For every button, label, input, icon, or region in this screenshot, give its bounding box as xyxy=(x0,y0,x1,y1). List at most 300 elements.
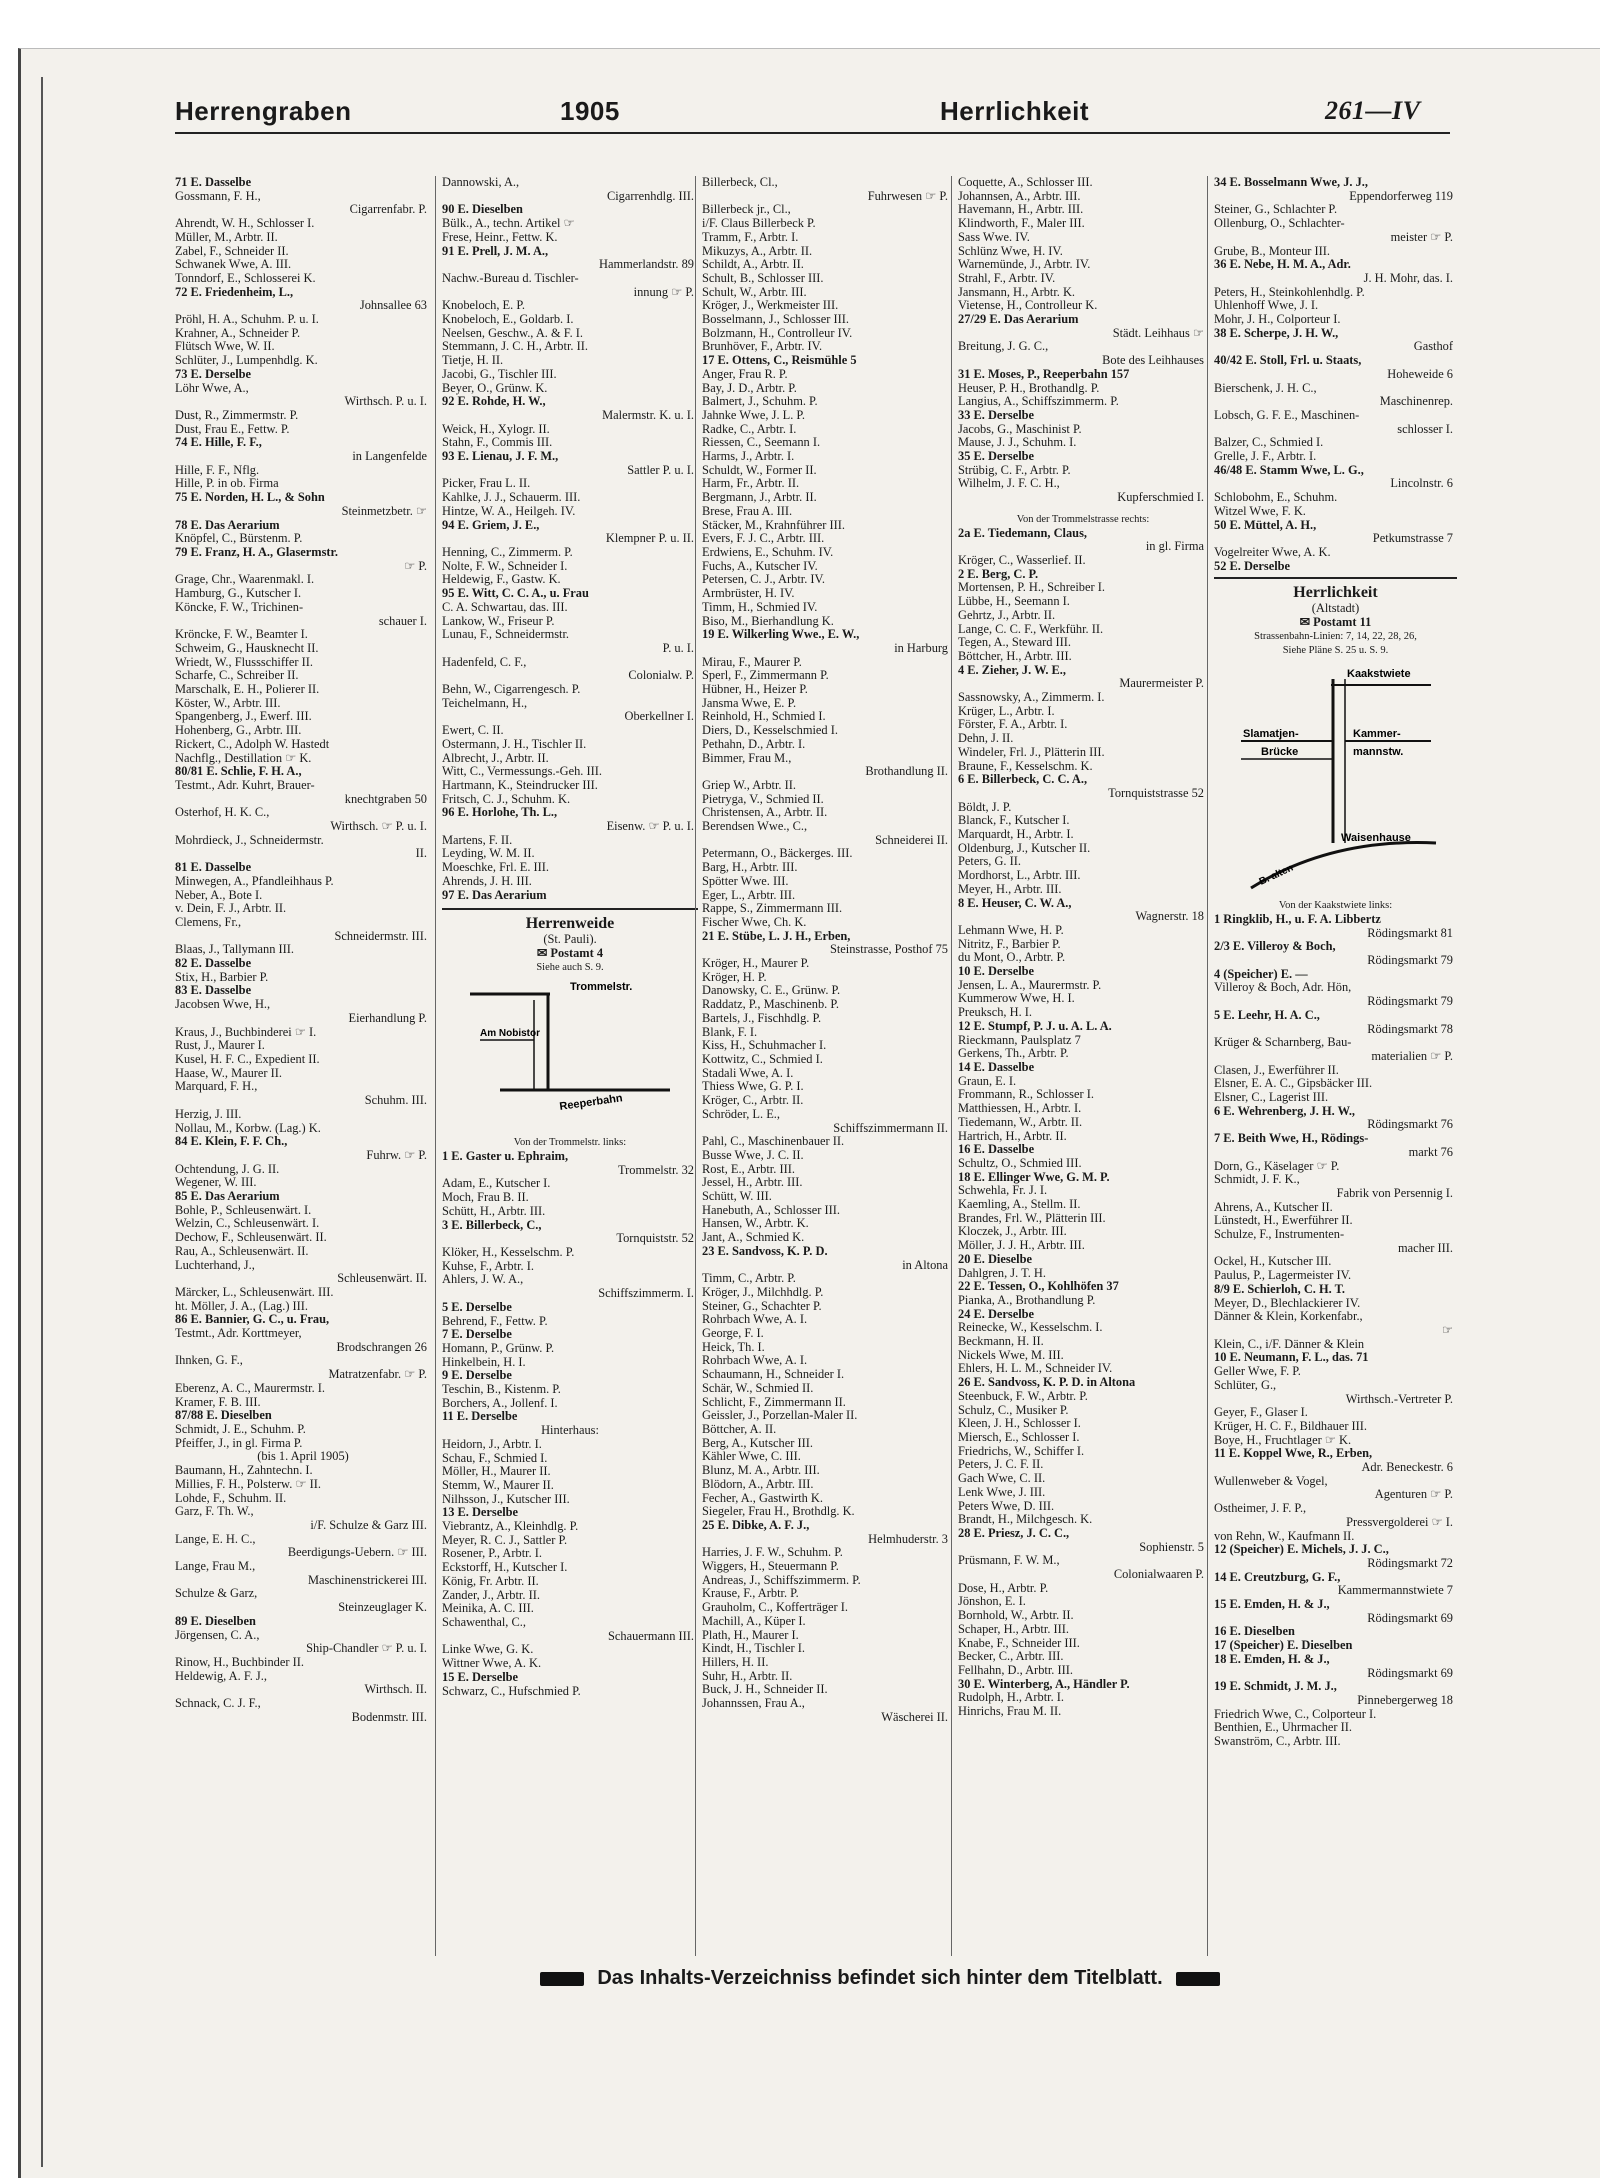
directory-entry: Dänner & Klein, Korkenfabr., xyxy=(1214,1310,1363,1324)
directory-entry: 83 E. Dasselbe xyxy=(175,984,252,998)
directory-entry: Vietense, H., Controlleur K. xyxy=(958,299,1098,313)
directory-entry: Geissler, J., Porzellan-Maler II. xyxy=(702,1409,858,1423)
directory-entry: Stäcker, M., Krahnführer III. xyxy=(702,518,845,532)
directory-entry: Welzin, C., Schleusenwärt. I. xyxy=(175,1217,320,1231)
directory-entry: Wegener, W. III. xyxy=(175,1176,257,1190)
directory-entry: Kröger, C., Arbtr. II. xyxy=(702,1094,804,1108)
directory-entry: Scharfe, C., Schreiber II. xyxy=(175,669,299,683)
herrlichkeit-subtitle: (Altstadt) xyxy=(1311,602,1360,616)
directory-entry: Siegeler, Frau H., Brothdlg. K. xyxy=(702,1505,855,1519)
directory-entry: Mohrdieck, J., Schneidermstr. xyxy=(175,833,324,847)
directory-entry: 22 E. Tessen, O., Kohlhöfen 37 xyxy=(958,1280,1119,1294)
directory-entry: Witzel Wwe, F. K. xyxy=(1214,504,1306,518)
directory-entry: Steenbuck, F. W., Arbtr. P. xyxy=(958,1389,1088,1403)
directory-entry: Fuhrw. ☞ P. xyxy=(366,1148,427,1162)
directory-entry: Tietje, H. II. xyxy=(442,354,504,368)
map-label-mid: Am Nobistor xyxy=(480,1028,540,1040)
directory-entry: Meyer, R. C. J., Sattler P. xyxy=(442,1533,568,1547)
directory-entry: Schildt, A., Arbtr. II. xyxy=(702,258,804,272)
directory-entry: 15 E. Emden, H. & J., xyxy=(1214,1598,1330,1612)
column-5 xyxy=(1207,176,1457,1956)
directory-entry: 19 E. Wilkerling Wwe., E. W., xyxy=(702,628,860,642)
directory-entry: Agenturen ☞ P. xyxy=(1374,1488,1453,1502)
footer-notice xyxy=(430,1967,1330,1995)
directory-entry: Witt, C., Vermessungs.-Geh. III. xyxy=(442,765,602,779)
directory-entry: Bülk., A., techn. Artikel ☞ xyxy=(442,217,575,231)
directory-entry: Garz, F. Th. W., xyxy=(175,1505,254,1519)
directory-entry: Schultz, O., Schmied III. xyxy=(958,1156,1082,1170)
directory-entry: 97 E. Das Aerarium xyxy=(442,888,547,902)
pointing-hand-right-icon xyxy=(1176,1972,1220,1986)
directory-entry: Lincolnstr. 6 xyxy=(1390,477,1453,491)
directory-entry: Ewert, C. II. xyxy=(442,724,504,738)
directory-entry: 10 E. Neumann, F. L., das. 71 xyxy=(1214,1351,1369,1365)
directory-entry: ☞ xyxy=(1441,1324,1453,1337)
directory-entry: Christensen, A., Arbtr. II. xyxy=(702,806,828,820)
directory-entry: Machill, A., Küper I. xyxy=(702,1614,806,1628)
directory-entry: Gasthof xyxy=(1413,340,1453,354)
directory-entry: Billerbeck, Cl., xyxy=(702,176,778,189)
directory-entry: Rödingsmarkt 79 xyxy=(1367,995,1453,1009)
directory-entry: Sperl, F., Zimmermann P. xyxy=(702,669,829,683)
directory-entry: Lünstedt, H., Ewerführer II. xyxy=(1214,1214,1353,1228)
directory-entry: Herzig, J. III. xyxy=(175,1107,242,1121)
directory-entry: 75 E. Norden, H. L., & Sohn xyxy=(175,491,325,505)
directory-entry: Peters, G. II. xyxy=(958,855,1021,869)
directory-entry: Frommann, R., Schlosser I. xyxy=(958,1088,1094,1102)
directory-entry: Mortensen, P. H., Schreiber I. xyxy=(958,581,1105,595)
directory-entry: Wirthsch. P. u. I. xyxy=(344,395,427,409)
directory-entry: Hinterhaus: xyxy=(541,1424,599,1438)
directory-entry: Städt. Leihhaus ☞ xyxy=(1112,326,1204,340)
directory-entry: Cigarrenhdlg. III. xyxy=(606,189,694,203)
directory-entry: Pressvergolderei ☞ I. xyxy=(1346,1515,1453,1529)
directory-entry: Hinrichs, Frau M. II. xyxy=(958,1705,1062,1719)
map-label-alten: B. alten xyxy=(1257,862,1295,888)
map-label-kammer: Kammer- xyxy=(1352,728,1401,741)
directory-entry: Hanebuth, A., Schlosser III. xyxy=(702,1203,840,1217)
directory-entry: Rödingsmarkt 79 xyxy=(1367,954,1453,968)
directory-entry: Trommelstr. 32 xyxy=(618,1163,694,1177)
directory-entry: Stemm, W., Maurer II. xyxy=(442,1478,554,1492)
directory-entry: Baumann, H., Zahntechn. I. xyxy=(175,1464,313,1478)
directory-entry: Hille, P. in ob. Firma xyxy=(175,477,279,491)
directory-entry: Märcker, L., Schleusenwärt. III. xyxy=(175,1285,334,1299)
directory-entry: Matthiessen, H., Arbtr. I. xyxy=(958,1102,1082,1116)
directory-entry: Barg, H., Arbtr. III. xyxy=(702,861,798,875)
directory-entry: Dust, Frau E., Fettw. P. xyxy=(175,422,290,436)
directory-entry: Beyer, O., Grünw. K. xyxy=(442,381,548,395)
directory-entry: 25 E. Dibke, A. F. J., xyxy=(702,1518,810,1532)
directory-entry: Schau, F., Schmied I. xyxy=(442,1451,548,1465)
directory-entry: Mikuzys, A., Arbtr. II. xyxy=(702,244,813,258)
directory-entry: Adr. Beneckestr. 6 xyxy=(1361,1461,1453,1475)
directory-entry: Blödorn, A., Arbtr. III. xyxy=(702,1477,814,1491)
directory-entry: Lübbe, H., Seemann I. xyxy=(958,595,1070,609)
directory-entry: Gossmann, F. H., xyxy=(175,189,261,203)
directory-entry: Zander, J., Arbtr. II. xyxy=(442,1588,540,1602)
directory-entry: Eppendorferweg 119 xyxy=(1349,189,1453,203)
directory-entry: Fuchs, A., Kutscher IV. xyxy=(702,559,818,573)
directory-entry: Dannowski, A., xyxy=(442,176,520,189)
directory-entry: 7 E. Derselbe xyxy=(442,1328,512,1342)
directory-entry: Schaumann, H., Schneider I. xyxy=(702,1368,845,1382)
directory-entry: 16 E. Dieselben xyxy=(1214,1625,1295,1639)
directory-entry: Jahnke Wwe, J. L. P. xyxy=(702,408,806,422)
directory-entry: Eger, L., Arbtr. III. xyxy=(702,888,796,902)
directory-entry: Köster, W., Arbtr. III. xyxy=(175,696,281,710)
directory-entry: 12 (Speicher) E. Michels, J. J. C., xyxy=(1214,1543,1389,1557)
directory-entry: Löhr Wwe, A., xyxy=(175,381,249,395)
directory-entry: Leyding, W. M. II. xyxy=(442,847,535,861)
directory-entry: König, Fr. Arbtr. II. xyxy=(442,1574,539,1588)
map-label-slamatjen: Slamatjen- xyxy=(1242,728,1299,741)
directory-entry: Böttcher, H., Arbtr. III. xyxy=(958,649,1072,663)
directory-entry: 26 E. Sandvoss, K. P. D. in Altona xyxy=(958,1376,1136,1390)
directory-entry: Jörgensen, C. A., xyxy=(175,1628,260,1642)
directory-entry: Berg, A., Kutscher III. xyxy=(702,1436,813,1450)
directory-entry: Peters Wwe, D. III. xyxy=(958,1499,1055,1513)
directory-entry: Moeschke, Frl. E. III. xyxy=(442,861,550,875)
directory-entry: 28 E. Priesz, J. C. C., xyxy=(958,1526,1070,1540)
directory-entry: Klindworth, F., Maler III. xyxy=(958,217,1085,231)
directory-entry: Kröncke, F. W., Beamter I. xyxy=(175,628,308,642)
directory-entry: Erdwiens, E., Schuhm. IV. xyxy=(702,545,834,559)
directory-entry: Harm, Fr., Arbtr. II. xyxy=(702,477,800,491)
column-2-entries xyxy=(442,176,698,902)
directory-entry: 82 E. Dasselbe xyxy=(175,957,252,971)
directory-entry: Krüger & Scharnberg, Bau- xyxy=(1214,1036,1352,1050)
directory-entry: Fischer Wwe, Ch. K. xyxy=(702,915,807,929)
directory-entry: Weick, H., Xylogr. II. xyxy=(442,422,550,436)
directory-entry: Fuhrwesen ☞ P. xyxy=(867,189,948,203)
directory-entry: in Langenfelde xyxy=(352,450,427,464)
directory-entry: Böttcher, A. II. xyxy=(702,1422,777,1436)
directory-entry: Gach Wwe, C. II. xyxy=(958,1472,1046,1486)
directory-entry: Johannssen, Frau A., xyxy=(702,1697,805,1711)
directory-entry: Schlüter, G., xyxy=(1214,1378,1277,1392)
directory-entry: Schneiderei II. xyxy=(875,833,948,847)
directory-entry: Klempner P. u. II. xyxy=(605,532,694,546)
directory-entry: Dahlgren, J. T. H. xyxy=(958,1266,1046,1280)
directory-entry: 38 E. Scherpe, J. H. W., xyxy=(1214,326,1339,340)
map-label-top: Trommelstr. xyxy=(570,981,633,994)
directory-entry: Riessen, C., Seemann I. xyxy=(702,436,821,450)
column-1-entries xyxy=(175,176,431,1724)
directory-entry: Brodschrangen 26 xyxy=(336,1340,427,1354)
directory-entry: Schulze & Garz, xyxy=(175,1587,258,1601)
directory-entry: Hohenberg, G., Arbtr. III. xyxy=(175,724,302,738)
directory-entry: Rappe, S., Zimmermann III. xyxy=(702,902,843,916)
directory-entry: Kindt, H., Tischler I. xyxy=(702,1642,805,1656)
directory-entry: 40/42 E. Stoll, Frl. u. Staats, xyxy=(1214,354,1362,368)
directory-entry: Picker, Frau L. II. xyxy=(442,477,531,491)
directory-entry: Oberkellner I. xyxy=(624,710,694,724)
directory-entry: schauer I. xyxy=(378,614,427,628)
directory-entry: 95 E. Witt, C. C. A., u. Frau xyxy=(442,587,589,601)
directory-entry: Bay, J. D., Arbtr. P. xyxy=(702,381,797,395)
directory-entry: Rinow, H., Buchbinder II. xyxy=(175,1655,304,1669)
directory-entry: 31 E. Moses, P., Reeperbahn 157 xyxy=(958,367,1130,381)
directory-entry: 34 E. Bosselmann Wwe, J. J., xyxy=(1214,176,1368,189)
directory-entry: Gehrtz, J., Arbtr. II. xyxy=(958,608,1056,622)
directory-entry: Pröhl, H. A., Schuhm. P. u. I. xyxy=(175,313,319,327)
directory-entry: Bohle, P., Schleusenwärt. I. xyxy=(175,1203,312,1217)
directory-entry: Kammermannstwiete 7 xyxy=(1337,1584,1453,1598)
directory-entry: Lange, Frau M., xyxy=(175,1560,256,1574)
directory-entry: Preuksch, H. I. xyxy=(958,1006,1032,1020)
directory-entry: Prüsmann, F. W. M., xyxy=(958,1554,1060,1568)
directory-entry: 2 E. Berg, C. P. xyxy=(958,567,1039,581)
directory-entry: Ihnken, G. F., xyxy=(175,1354,243,1368)
directory-entry: Ostermann, J. H., Tischler II. xyxy=(442,737,587,751)
directory-entry: Rickert, C., Adolph W. Hastedt xyxy=(175,737,330,751)
directory-entry: ht. Möller, J. A., (Lag.) III. xyxy=(175,1299,309,1313)
herrlichkeit-street-map xyxy=(1221,663,1451,893)
directory-entry: Nachw.-Bureau d. Tischler- xyxy=(442,271,579,285)
directory-entry: i/F. Schulze & Garz III. xyxy=(310,1518,427,1532)
directory-entry: 91 E. Prell, J. M. A., xyxy=(442,244,549,258)
directory-entry: Schnack, C. J. F., xyxy=(175,1697,261,1711)
directory-entry: Rödingsmarkt 78 xyxy=(1367,1022,1453,1036)
directory-entry: Hintze, W. A., Heilgeh. IV. xyxy=(442,504,576,518)
directory-entry: Marquard, F. H., xyxy=(175,1080,258,1094)
directory-entry: II. xyxy=(415,847,427,861)
directory-entry: 46/48 E. Stamm Wwe, L. G., xyxy=(1214,463,1364,477)
directory-entry: Schwarz, C., Hufschmied P. xyxy=(442,1684,581,1698)
directory-entry: 21 E. Stübe, L. J. H., Erben, xyxy=(702,929,851,943)
directory-entry: Schär, W., Schmied II. xyxy=(702,1381,814,1395)
directory-entry: Moch, Frau B. II. xyxy=(442,1191,529,1205)
directory-entry: Neber, A., Bote I. xyxy=(175,888,263,902)
directory-entry: Knobeloch, E. P. xyxy=(442,299,525,313)
directory-entry: Biso, M., Bierhandlung K. xyxy=(702,614,834,628)
directory-entry: Warnemünde, J., Arbtr. IV. xyxy=(958,258,1091,272)
directory-entry: Kaemling, A., Stellm. II. xyxy=(958,1198,1081,1212)
directory-entry: Haase, W., Maurer II. xyxy=(175,1066,283,1080)
header-year: 1905 xyxy=(560,96,620,126)
directory-entry: Elsner, E. A. C., Gipsbäcker III. xyxy=(1214,1077,1373,1091)
directory-entry: 85 E. Das Aerarium xyxy=(175,1190,280,1204)
directory-entry: Osterhof, H. K. C., xyxy=(175,806,270,820)
directory-entry: Malermstr. K. u. I. xyxy=(602,408,694,422)
directory-entry: Brandt, H., Milchgesch. K. xyxy=(958,1513,1093,1527)
directory-entry: 80/81 E. Schlie, F. H. A., xyxy=(175,765,302,779)
directory-entry: Lange, C. C. F., Werkführ. II. xyxy=(958,622,1104,636)
directory-entry: Balmert, J., Schuhm. P. xyxy=(702,395,818,409)
directory-entry: 18 E. Emden, H. & J., xyxy=(1214,1652,1330,1666)
directory-entry: Sattler P. u. I. xyxy=(627,463,694,477)
directory-entry: Timm, C., Arbtr. P. xyxy=(702,1272,796,1286)
directory-entry: Windeler, Frl. J., Plätterin III. xyxy=(958,745,1105,759)
directory-entry: Krüger, H. C. F., Bildhauer III. xyxy=(1214,1419,1368,1433)
directory-entry: Zabel, F., Schneider II. xyxy=(175,244,289,258)
directory-entry: Teichelmann, H., xyxy=(442,696,528,710)
directory-entry: Kleen, J. H., Schlosser I. xyxy=(958,1417,1081,1431)
directory-entry: Förster, F. A., Arbtr. I. xyxy=(958,718,1068,732)
directory-entry: Schult, W., Arbtr. III. xyxy=(702,285,807,299)
directory-entry: Miersch, E., Schlosser I. xyxy=(958,1430,1080,1444)
directory-entry: Jessel, H., Arbtr. III. xyxy=(702,1176,803,1190)
directory-entry: Hammerlandstr. 89 xyxy=(599,258,694,272)
directory-entry: Jant, A., Schmied K. xyxy=(702,1231,805,1245)
directory-entry: 73 E. Derselbe xyxy=(175,367,252,381)
directory-entry: Uhlenhoff Wwe, J. I. xyxy=(1214,299,1319,313)
directory-entry: Jansma Wwe, E. P. xyxy=(702,696,797,710)
directory-entry: Maurermeister P. xyxy=(1119,677,1204,691)
directory-entry: Tornquiststrasse 52 xyxy=(1108,786,1204,800)
directory-entry: innung ☞ P. xyxy=(633,285,694,299)
directory-entry: Hadenfeld, C. F., xyxy=(442,655,527,669)
directory-entry: Ockel, H., Kutscher III. xyxy=(1214,1255,1332,1269)
directory-entry: Johnsallee 63 xyxy=(359,299,427,313)
directory-entry: Grauholm, C., Kofferträger I. xyxy=(702,1601,849,1615)
directory-entry: Oldenburg, J., Kutscher II. xyxy=(958,841,1091,855)
directory-entry: Kusel, H. F. C., Expedient II. xyxy=(175,1053,320,1066)
directory-entry: Beerdigungs-Uebern. ☞ III. xyxy=(287,1546,427,1560)
directory-entry: Breitung, J. G. C., xyxy=(958,340,1049,354)
directory-entry: 30 E. Winterberg, A., Händler P. xyxy=(958,1677,1130,1691)
column-3-entries xyxy=(702,176,952,1724)
directory-entry: Heick, Th. I. xyxy=(702,1340,765,1354)
directory-entry: Schütt, H., Arbtr. III. xyxy=(442,1204,546,1218)
directory-entry: Steinzeuglager K. xyxy=(338,1601,427,1615)
directory-entry: Ostheimer, J. F. P., xyxy=(1214,1502,1307,1516)
map-label-bruecke: Brücke xyxy=(1260,746,1298,759)
directory-entry: Ahrens, A., Kutscher II. xyxy=(1214,1200,1333,1214)
directory-entry: 19 E. Schmidt, J. M. J., xyxy=(1214,1680,1337,1694)
column-3 xyxy=(695,176,952,1956)
directory-entry: Kröger, H., Maurer P. xyxy=(702,957,810,971)
directory-entry: Sophienstr. 5 xyxy=(1139,1540,1204,1554)
directory-entry: Hartmann, K., Steindrucker III. xyxy=(442,778,598,792)
directory-entry: Tegen, A., Steward III. xyxy=(958,636,1072,650)
directory-entry: Schlünz Wwe, H. IV. xyxy=(958,244,1063,258)
directory-entry: Fecher, A., Gastwirth K. xyxy=(702,1491,823,1505)
directory-entry: 35 E. Derselbe xyxy=(958,450,1035,464)
directory-entry: Kähler Wwe, C. III. xyxy=(702,1450,801,1464)
directory-entry: Dehn, J. II. xyxy=(958,732,1014,746)
directory-entry: Hoheweide 6 xyxy=(1387,367,1453,381)
directory-entry: Steiner, G., Schlachter P. xyxy=(1214,203,1338,217)
directory-entry: Fritsch, C. J., Schuhm. K. xyxy=(442,792,571,806)
directory-entry: Tramm, F., Arbtr. I. xyxy=(702,230,799,244)
directory-entry: Wirthsch. II. xyxy=(364,1683,427,1697)
directory-entry: Heuser, P. H., Brothandlg. P. xyxy=(958,381,1100,395)
directory-entry: Petersen, C. J., Arbtr. IV. xyxy=(702,573,825,587)
directory-entry: Rödingsmarkt 69 xyxy=(1367,1666,1453,1680)
directory-entry: Friedrichs, W., Schiffer I. xyxy=(958,1444,1085,1458)
directory-entry: Spangenberg, J., Ewerf. III. xyxy=(175,710,312,724)
directory-entry: Schult, B., Schlosser III. xyxy=(702,271,824,285)
directory-entry: Schulz, C., Musiker P. xyxy=(958,1403,1069,1417)
directory-entry: Bosselmann, J., Schlosser III. xyxy=(702,313,849,327)
directory-entry: 1 E. Gaster u. Ephraim, xyxy=(442,1150,569,1164)
directory-entry: ☞ P. xyxy=(404,559,427,573)
directory-entry: Brandes, Frl. W., Plätterin III. xyxy=(958,1211,1106,1225)
directory-entry: 74 E. Hille, F. F., xyxy=(175,436,262,450)
directory-entry: Boye, H., Fruchtlager ☞ K. xyxy=(1214,1433,1352,1447)
herrenweide-postamt: ✉ Postamt 4 xyxy=(536,946,604,960)
directory-entry: Andreas, J., Schiffszimmerm. P. xyxy=(702,1573,861,1587)
directory-entry: Ahrends, J. H. III. xyxy=(442,874,532,888)
directory-entry: Meyer, D., Blechlackierer IV. xyxy=(1214,1296,1361,1310)
directory-entry: George, F. I. xyxy=(702,1327,764,1341)
directory-entry: Ehlers, H. L. M., Schneider IV. xyxy=(958,1362,1113,1376)
directory-entry: Rudolph, H., Arbtr. I. xyxy=(958,1691,1065,1705)
directory-entry: Griep W., Arbtr. II. xyxy=(702,778,796,792)
directory-entry: Mordhorst, L., Arbtr. III. xyxy=(958,869,1081,883)
directory-entry: Brothandlung II. xyxy=(865,765,948,779)
directory-entry: Blaas, J., Tallymann III. xyxy=(175,943,294,957)
directory-entry: 52 E. Derselbe xyxy=(1214,559,1291,573)
directory-entry: Mohr, J. H., Colporteur I. xyxy=(1214,313,1341,327)
directory-entry: macher III. xyxy=(1397,1241,1453,1255)
directory-entry: Brese, Frau A. III. xyxy=(702,504,793,518)
directory-entry: Vogelreiter Wwe, A. K. xyxy=(1214,545,1331,559)
directory-entry: Geller Wwe, F. P. xyxy=(1214,1365,1301,1379)
directory-entry: Pietryga, V., Schmied II. xyxy=(702,792,824,806)
herrlichkeit-strassenbahn: Strassenbahn-Linien: 7, 14, 22, 28, 26, xyxy=(1254,630,1417,642)
directory-entry: Eberenz, A. C., Maurermstr. I. xyxy=(175,1381,326,1395)
directory-entry: Kottwitz, C., Schmied I. xyxy=(702,1053,823,1066)
directory-entry: materialien ☞ P. xyxy=(1371,1049,1453,1063)
directory-entry: in Altona xyxy=(902,1258,948,1272)
directory-entry: 7 E. Beith Wwe, H., Rödings- xyxy=(1214,1132,1369,1146)
directory-entry: C. A. Schwartau, das. III. xyxy=(442,600,568,614)
map-label-mannstw: mannstw. xyxy=(1352,746,1403,759)
directory-entry: Böldt, J. P. xyxy=(958,800,1012,814)
directory-entry: Bergmann, J., Arbtr. II. xyxy=(702,491,817,505)
directory-entry: Möller, H., Maurer II. xyxy=(442,1465,551,1479)
directory-entry: 6 E. Wehrenberg, J. H. W., xyxy=(1214,1104,1356,1118)
directory-entry: Cigarrenfabr. P. xyxy=(349,203,427,217)
directory-entry: 8/9 E. Schierloh, C. H. T. xyxy=(1214,1282,1346,1296)
directory-entry: Schlüter, J., Lumpenhdlg. K. xyxy=(175,354,318,368)
directory-entry: Jacobs, G., Maschinist P. xyxy=(958,422,1082,436)
directory-entry: Schlicht, F., Zimmermann II. xyxy=(702,1395,846,1409)
directory-entry: Colonialwaaren P. xyxy=(1113,1568,1204,1582)
directory-entry: Albrecht, J., Arbtr. II. xyxy=(442,751,549,765)
column-5-entries xyxy=(1214,176,1457,573)
directory-entry: Marquardt, H., Arbtr. I. xyxy=(958,828,1074,842)
herrenweide-siehe: Siehe auch S. 9. xyxy=(536,961,604,973)
directory-entry: Ochtendung, J. G. II. xyxy=(175,1162,280,1176)
map-label-kaakstwiete: Kaakstwiete xyxy=(1346,668,1411,681)
directory-entry: Ollenburg, O., Schlachter- xyxy=(1214,217,1345,231)
directory-entry: Blanck, F., Kutscher I. xyxy=(958,814,1070,828)
directory-entry: 5 E. Derselbe xyxy=(442,1300,512,1314)
directory-entry: Reinhold, H., Schmied I. xyxy=(702,710,826,724)
directory-entry: Nollau, M., Korbw. (Lag.) K. xyxy=(175,1121,321,1135)
column-1 xyxy=(175,176,431,1956)
column-4 xyxy=(951,176,1208,1956)
directory-entry: Coquette, A., Schlosser III. xyxy=(958,176,1093,189)
directory-entry: Pfeiffer, J., in gl. Firma P. xyxy=(175,1436,303,1450)
directory-entry: Grage, Chr., Waarenmakl. I. xyxy=(175,573,315,587)
directory-entry: Schauermann III. xyxy=(607,1629,694,1643)
directory-entry: Wilhelm, J. F. C. H., xyxy=(958,477,1060,491)
directory-entry: 3 E. Billerbeck, C., xyxy=(442,1218,542,1232)
directory-entry: Meyer, H., Arbtr. III. xyxy=(958,882,1062,896)
directory-entry: Bornhold, W., Arbtr. II. xyxy=(958,1609,1074,1623)
directory-entry: Mause, J. J., Schuhm. I. xyxy=(958,436,1077,450)
directory-entry: markt 76 xyxy=(1408,1145,1453,1159)
directory-entry: Blank, F. I. xyxy=(702,1025,758,1039)
directory-entry: 89 E. Dieselben xyxy=(175,1614,256,1628)
directory-entry: Clemens, Fr., xyxy=(175,915,242,929)
directory-entry: Pinnebergerweg 18 xyxy=(1357,1693,1453,1707)
